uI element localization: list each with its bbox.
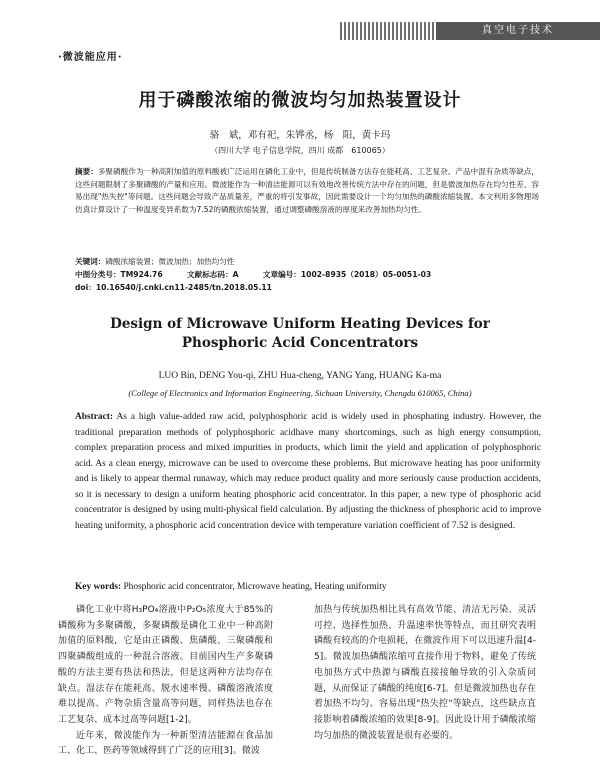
keywords-en-label: Key words: — [75, 582, 122, 592]
title-en-line2: Phosphoric Acid Concentrators — [181, 335, 419, 351]
classification-line — [75, 269, 453, 280]
title-chinese: 用于磷酸浓缩的微波均匀加热装置设计 — [138, 90, 462, 111]
abstract-chinese — [75, 166, 539, 216]
abstract-english — [75, 410, 541, 534]
abstract-en-label: Abstract: — [75, 412, 114, 422]
keywords-english — [75, 582, 541, 592]
keywords-en-text: Phosphoric acid concentrator, Microwave heating, Heating uniformity — [123, 582, 387, 592]
title-english — [0, 315, 600, 353]
affiliation-chinese: （四川大学 电子信息学院，四川 成都 610065） — [210, 146, 390, 155]
document-code: 文献标志码：A — [187, 270, 239, 279]
body-paragraph: 近年来，微波能作为一种新型清洁能源在食品加工、化工、医药等领域得到了广泛的应用[3]。微波 — [58, 730, 273, 757]
body-paragraph: 加热与传统加热相比具有高效节能、清洁无污染、灵活可控、选择性加热、升温速率快等特点，而且研究表明磷酸有较高的介电损耗，在微波作用下可以迅速升温[4-5]。微波加热磷酸浓缩可直接作用于物料，避免了传统电加热方式中热源与磷酸直接接触导致的引入杂质问题，从而保证了磷酸的纯度[6-7]。但是微波加热也存在着加热不均匀、容易出现"热失控"等缺点，这些缺点直接影响着磷酸浓缩的效果[8-9]。因此设计用于磷酸浓缩均匀加热的微波装置是很有必要的。 — [314, 605, 536, 741]
title-en-line1: Design of Microwave Uniform Heating Devices for — [110, 316, 490, 332]
affiliation-english: (College of Electronics and Information Engineering, Sichuan University, Chengdu 610065, China) — [128, 388, 472, 398]
keywords-cn-text: 磷酸浓缩装置；微波加热；加热均匀性 — [105, 257, 235, 266]
authors-chinese: 骆 斌，邓有祀，朱铧丞，杨 阳，黄卡玛 — [209, 130, 391, 141]
clc-number: 中图分类号：TM924.76 — [75, 270, 163, 279]
doi: doi：10.16540/j.cnki.cn11-2485/tn.2018.05.11 — [75, 283, 272, 292]
article-number: 文章编号：1002-8935（2018）05-0051-03 — [262, 270, 432, 279]
journal-header — [0, 10, 600, 36]
section-label: ·微波能应用· — [58, 52, 123, 63]
keywords-chinese — [75, 256, 539, 269]
body-column-left — [58, 603, 273, 760]
abstract-cn-text: 多聚磷酸作为一种高附加值的原料酸被广泛运用在磷化工业中，但是传统制备方法存在能耗高、工艺复杂、产品中混有杂质等缺点，这些问题限制了多聚磷酸的产量和应用。微波能作为一种清洁能源可以有效地改善传统方法中存在的问题，但是微波加热存在均匀性差、容易出现"热失控"等问题。这些问题会导致产品质量差，严重的将引发事故，因此需要设计一个均匀加热的磷酸浓缩装置。本文利用多物理场仿真计算设计了一种温度变异系数为7.52的磷酸浓缩装置，通过调整磷酸溶液的厚度来改善加热均匀性。 — [75, 167, 540, 214]
body-paragraph: 磷化工业中将H₃PO₄溶液中P₂O₅浓度大于85%的磷酸称为多聚磷酸，多聚磷酸是磷化工业中一种高附加值的原料酸，它是由正磷酸、焦磷酸、三聚磷酸和四聚磷酸组成的一种混合溶液。目前国内生产多聚磷酸的方法主要有热法和热法，但是这两种方法均存在缺点。湿法存在能耗高、脱水速率慢、磷酸溶液浓度难以提高、产物杂质含量高等问题，同样热法也存在工艺复杂、成本过高等问题[1-2]。 — [58, 605, 273, 725]
keywords-cn-label: 关键词： — [75, 257, 106, 266]
header-stripe-decoration — [340, 22, 435, 40]
journal-name: 真空电子技术 — [436, 22, 600, 40]
abstract-en-text: As a high value-added raw acid, polyphosphoric acid is widely used in phosphating industry. However, the traditional preparation methods of polyphosphoric acidhave many shortcomings, such as high energy consumption, complex preparation process and mixed impurities in products, which limit the yield and application of polyphosphoric acid. As a clean energy, microwave can be used to overcome these problems. But microwave heating has poor uniformity and is likely to appear thermal runaway, which may reduce product quality and more seriously cause production accidents, so it is necessary to design a uniform heating phosphoric acid concentrator. In this paper, a new type of phosphoric acid concentrator is designed by using multi-physical field calculation. By adjusting the thickness of phosphoric acid to improve heating uniformity, a phosphoric acid concentration device with temperature variation coefficient of 7.52 is designed. — [75, 412, 541, 531]
abstract-cn-label: 摘要： — [75, 167, 98, 176]
authors-english: LUO Bin, DENG You-qi, ZHU Hua-cheng, YANG Yang, HUANG Ka-ma — [158, 371, 442, 381]
body-column-right — [314, 603, 536, 744]
